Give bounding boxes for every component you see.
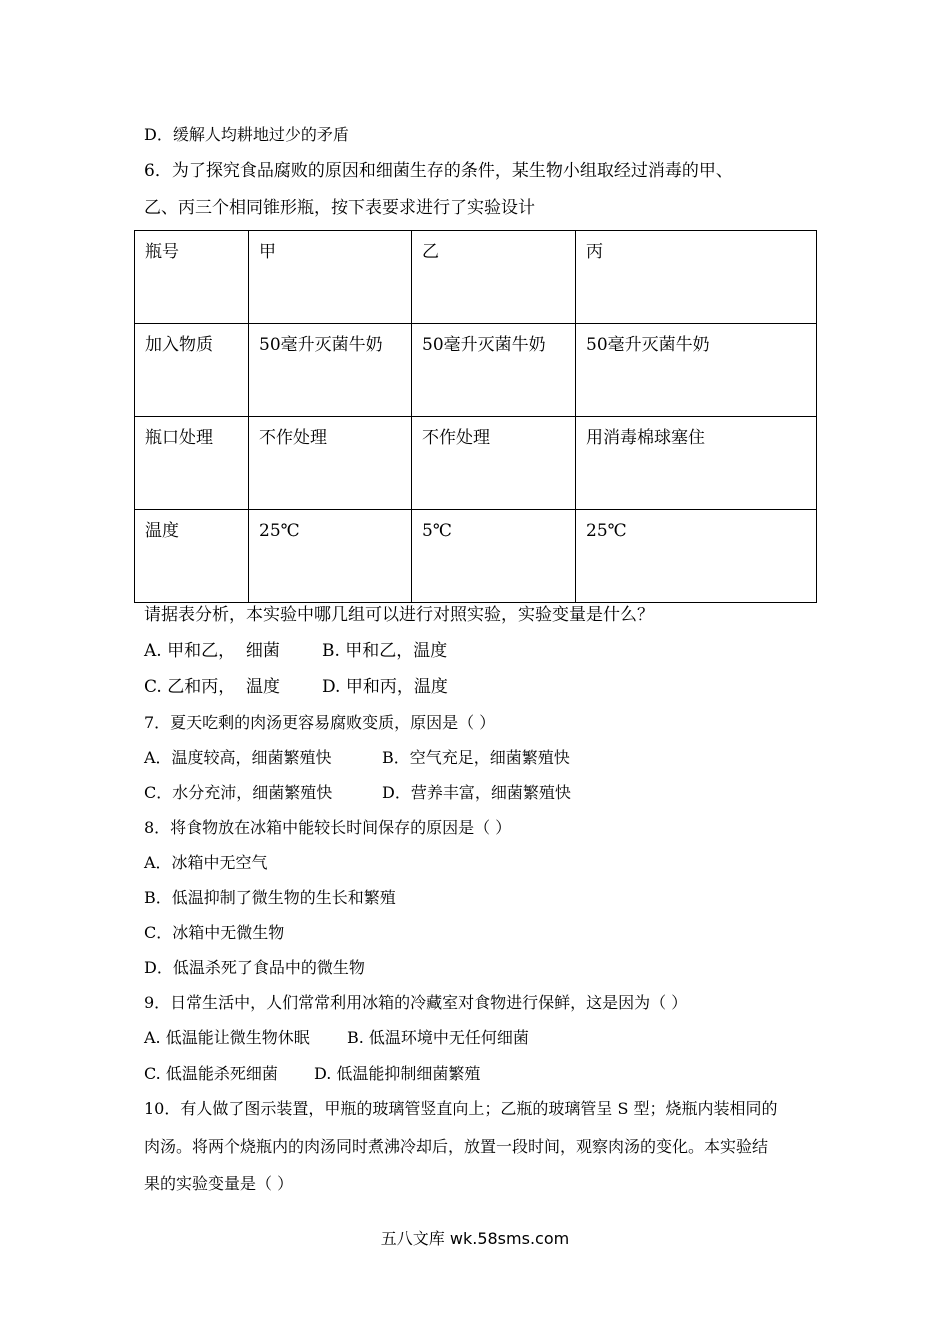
q10-line1: 10．有人做了图示装置，甲瓶的玻璃管竖直向上；乙瓶的玻璃管呈 S 型；烧瓶内装相同的 xyxy=(144,1099,778,1118)
q6-option-c: C. 乙和丙， 温度 xyxy=(144,677,281,697)
q10-line3: 果的实验变量是（ ） xyxy=(144,1174,294,1193)
q7-stem: 7．夏天吃剩的肉汤更容易腐败变质，原因是（ ） xyxy=(144,713,496,732)
q8-option-a: A．冰箱中无空气 xyxy=(144,853,268,872)
q9-option-c: C. 低温能杀死细菌 xyxy=(144,1064,278,1083)
table-cell: 50毫升灭菌牛奶 xyxy=(412,324,576,417)
table-cell: 25℃ xyxy=(249,510,412,603)
table-row xyxy=(135,324,817,417)
table-cell: 25℃ xyxy=(576,510,817,603)
table-cell: 瓶号 xyxy=(135,231,249,324)
q6-option-b: B. 甲和乙，温度 xyxy=(322,641,448,661)
q9-option-d: D. 低温能抑制细菌繁殖 xyxy=(314,1064,481,1083)
table-cell: 温度 xyxy=(135,510,249,603)
q6-stem-line2: 乙、丙三个相同锥形瓶，按下表要求进行了实验设计 xyxy=(144,198,535,218)
table-cell: 加入物质 xyxy=(135,324,249,417)
footer-watermark: 五八文库 wk.58sms.com xyxy=(380,1229,570,1248)
q6-option-a: A. 甲和乙， 细菌 xyxy=(144,641,280,661)
experiment-table xyxy=(134,230,817,603)
q9-option-b: B. 低温环境中无任何细菌 xyxy=(347,1028,529,1047)
q6-options-ab xyxy=(144,641,447,661)
q5-option-d: D．缓解人均耕地过少的矛盾 xyxy=(144,125,349,144)
q6-options-cd xyxy=(144,677,448,697)
q9-option-a: A. 低温能让微生物休眠 xyxy=(144,1028,310,1047)
table-cell: 不作处理 xyxy=(249,417,412,510)
q9-options-ab xyxy=(144,1028,529,1048)
table-cell: 瓶口处理 xyxy=(135,417,249,510)
table-cell: 丙 xyxy=(576,231,817,324)
q7-options-cd xyxy=(144,783,571,803)
q7-option-d: D．营养丰富，细菌繁殖快 xyxy=(382,783,571,802)
q9-options-cd xyxy=(144,1064,480,1084)
q8-option-b: B．低温抑制了微生物的生长和繁殖 xyxy=(144,888,396,907)
table-row xyxy=(135,417,817,510)
q6-stem-line1: 6．为了探究食品腐败的原因和细菌生存的条件，某生物小组取经过消毒的甲、 xyxy=(144,161,733,181)
q8-stem: 8．将食物放在冰箱中能较长时间保存的原因是（ ） xyxy=(144,818,512,837)
q8-option-d: D．低温杀死了食品中的微生物 xyxy=(144,958,365,977)
q9-stem: 9．日常生活中，人们常常利用冰箱的冷藏室对食物进行保鲜，这是因为（ ） xyxy=(144,993,688,1012)
table-cell: 50毫升灭菌牛奶 xyxy=(576,324,817,417)
table-cell: 乙 xyxy=(412,231,576,324)
q7-option-b: B．空气充足，细菌繁殖快 xyxy=(382,748,570,767)
q10-line2: 肉汤。将两个烧瓶内的肉汤同时煮沸冷却后，放置一段时间，观察肉汤的变化。本实验结 xyxy=(144,1137,769,1156)
q7-option-c: C．水分充沛，细菌繁殖快 xyxy=(144,783,333,802)
q7-option-a: A．温度较高，细菌繁殖快 xyxy=(144,748,332,767)
q6-option-d: D. 甲和丙，温度 xyxy=(322,677,448,697)
table-row xyxy=(135,231,817,324)
q8-option-c: C．冰箱中无微生物 xyxy=(144,923,285,942)
table-row xyxy=(135,510,817,603)
table-cell: 5℃ xyxy=(412,510,576,603)
q6-question: 请据表分析，本实验中哪几组可以进行对照实验，实验变量是什么？ xyxy=(144,605,654,625)
table-cell: 用消毒棉球塞住 xyxy=(576,417,817,510)
table-cell: 甲 xyxy=(249,231,412,324)
table-cell: 不作处理 xyxy=(412,417,576,510)
q7-options-ab xyxy=(144,748,570,768)
table-cell: 50毫升灭菌牛奶 xyxy=(249,324,412,417)
